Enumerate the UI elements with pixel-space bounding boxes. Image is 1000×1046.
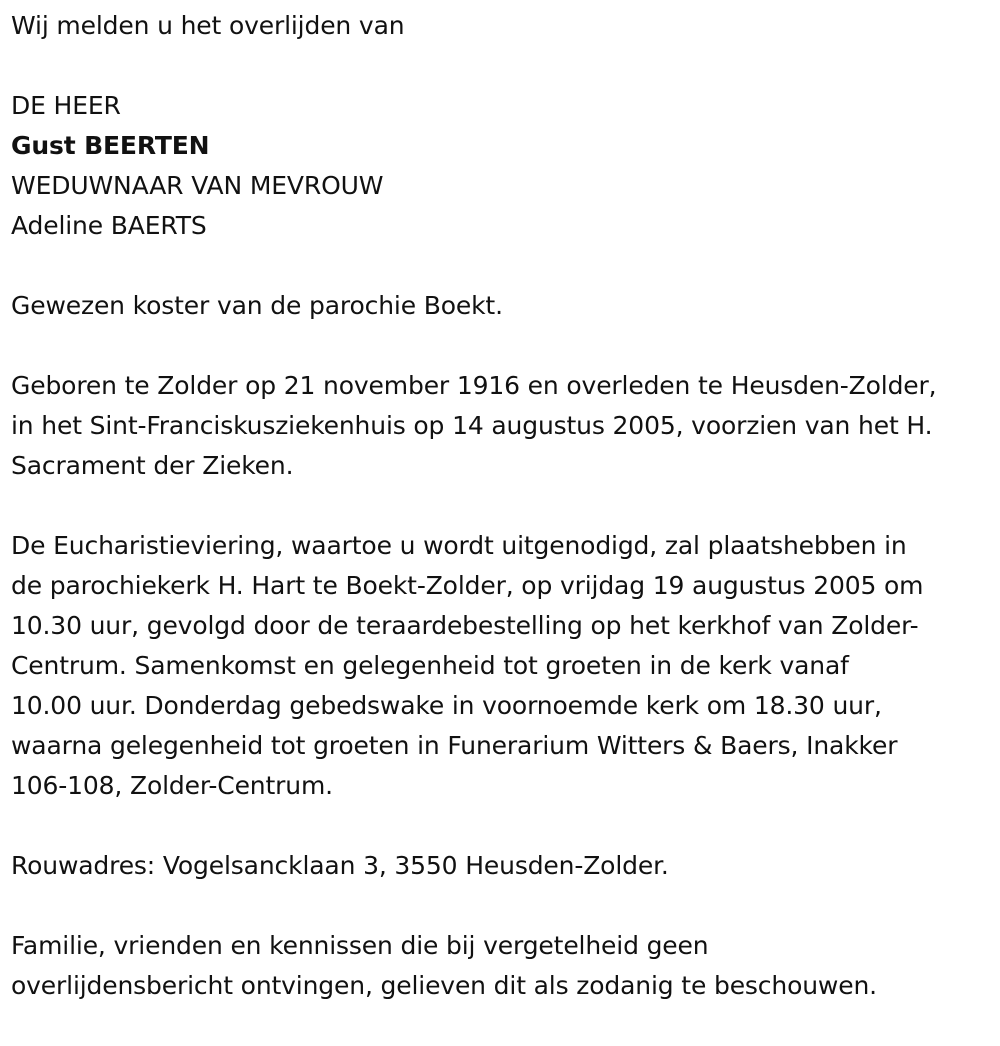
spacer (11, 326, 995, 366)
ceremony-line: 10.30 uur, gevolgd door de teraardebestelling op het kerkhof van Zolder- (11, 611, 919, 640)
ceremony-line: De Eucharistieviering, waartoe u wordt uitgenodigd, zal plaatshebben in (11, 531, 907, 560)
closing-paragraph (11, 926, 995, 1006)
closing-line: overlijdensbericht ontvingen, gelieven dit als zodanig te beschouwen. (11, 971, 877, 1000)
closing-line: Familie, vrienden en kennissen die bij vergetelheid geen (11, 931, 709, 960)
ceremony-line: 10.00 uur. Donderdag gebedswake in voornoemde kerk om 18.30 uur, (11, 691, 882, 720)
widower-line: WEDUWNAAR VAN MEVROUW (11, 171, 384, 200)
birth-death-line: Geboren te Zolder op 21 november 1916 en overleden te Heusden-Zolder, (11, 371, 937, 400)
birth-death-line: Sacrament der Zieken. (11, 451, 294, 480)
ceremony-line: 106-108, Zolder-Centrum. (11, 771, 333, 800)
ceremony-line: Centrum. Samenkomst en gelegenheid tot groeten in de kerk vanaf (11, 651, 849, 680)
intro-text: Wij melden u het overlijden van (11, 11, 405, 40)
spouse-name: Adeline BAERTS (11, 211, 207, 240)
spacer (11, 886, 995, 926)
birth-death-paragraph (11, 366, 995, 486)
honorific: DE HEER (11, 91, 121, 120)
spacer (11, 246, 995, 286)
death-notice (11, 6, 995, 1006)
birth-death-line: in het Sint-Franciskusziekenhuis op 14 augustus 2005, voorzien van het H. (11, 411, 933, 440)
spacer (11, 46, 995, 86)
mourning-address: Rouwadres: Vogelsancklaan 3, 3550 Heusden-Zolder. (11, 851, 669, 880)
spacer (11, 806, 995, 846)
deceased-name: Gust BEERTEN (11, 131, 210, 160)
spacer (11, 486, 995, 526)
ceremony-line: waarna gelegenheid tot groeten in Funerarium Witters & Baers, Inakker (11, 731, 898, 760)
ceremony-line: de parochiekerk H. Hart te Boekt-Zolder, op vrijdag 19 augustus 2005 om (11, 571, 924, 600)
occupation-text: Gewezen koster van de parochie Boekt. (11, 291, 503, 320)
ceremony-paragraph (11, 526, 995, 806)
